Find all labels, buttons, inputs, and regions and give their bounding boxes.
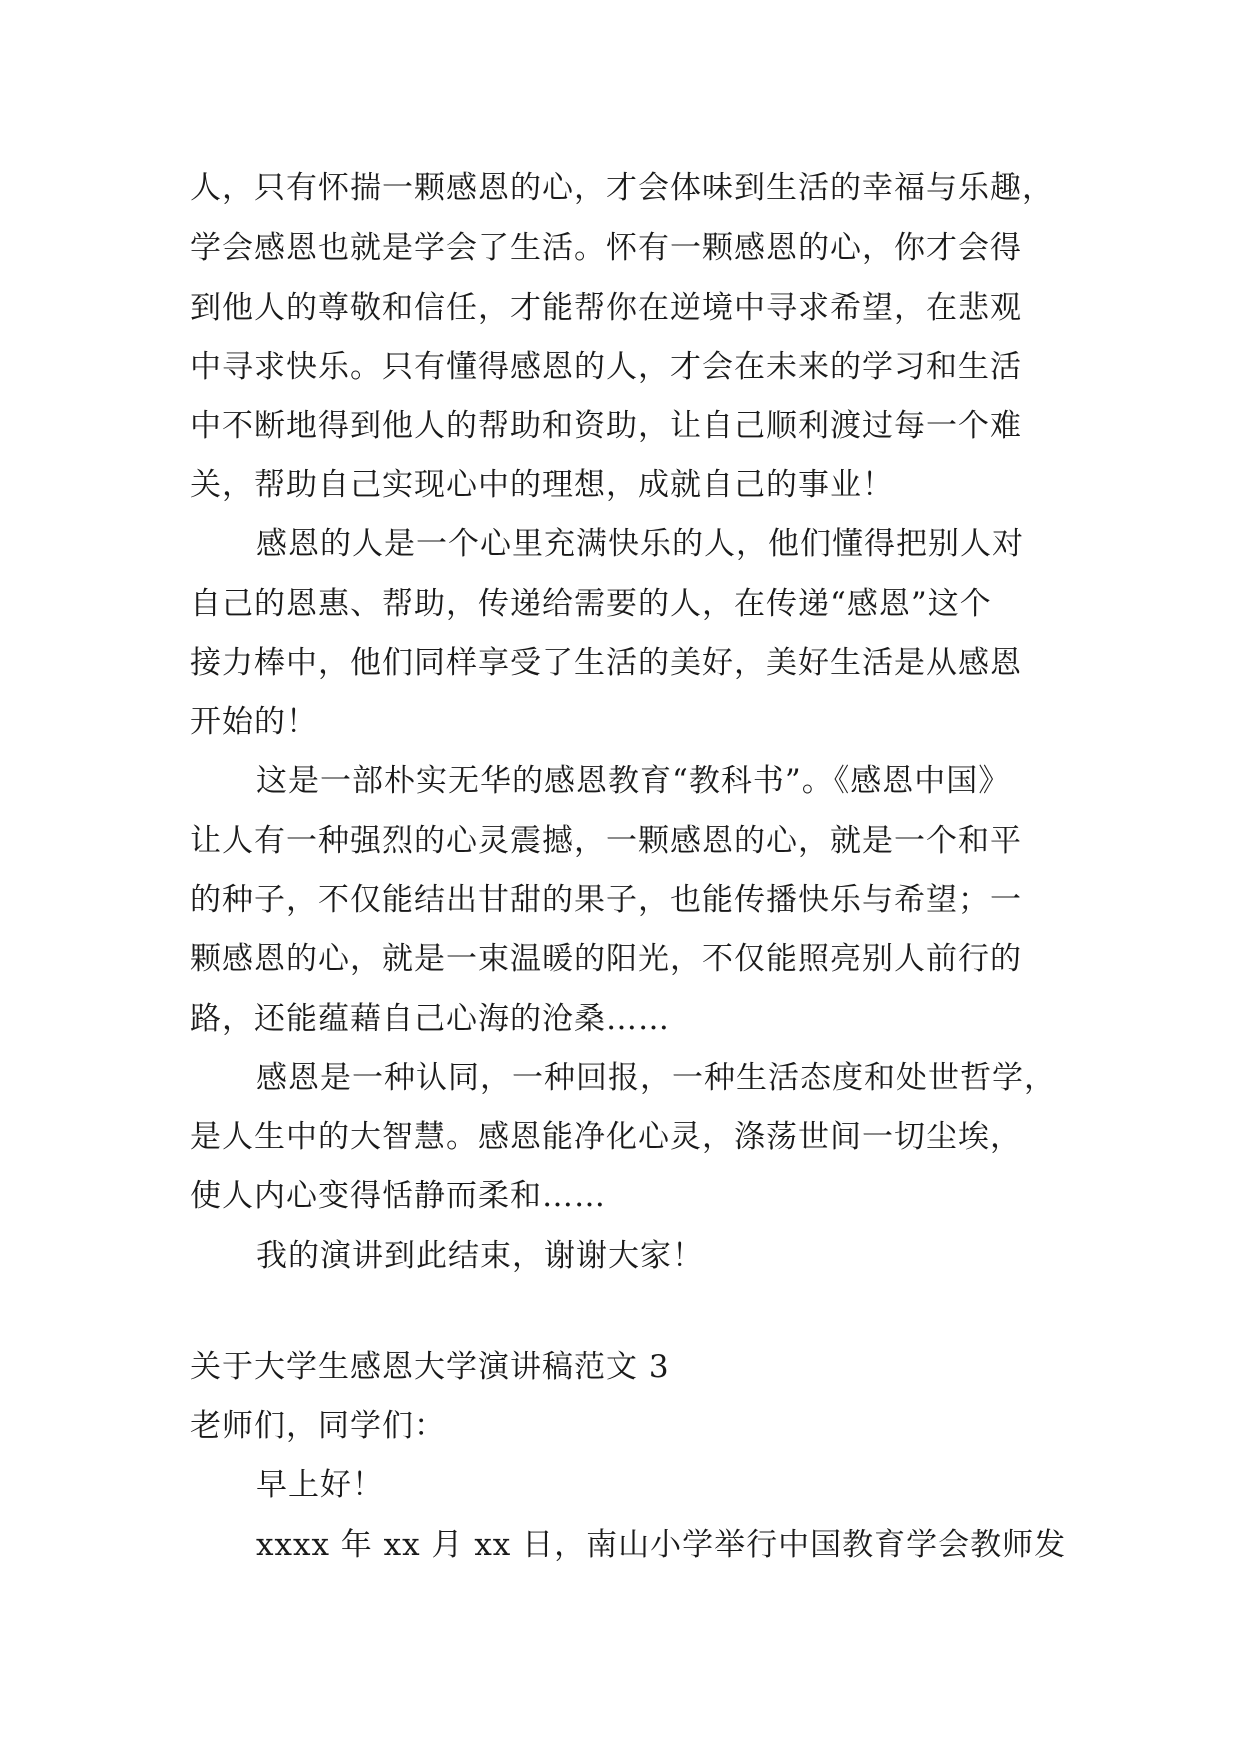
paragraph-line: 中不断地得到他人的帮助和资助，让自己顺利渡过每一个难 bbox=[190, 408, 1022, 444]
paragraph-line: 接力棒中，他们同样享受了生活的美好，美好生活是从感恩 bbox=[190, 645, 1022, 681]
paragraph-first-line: 感恩的人是一个心里充满快乐的人，他们懂得把别人对 bbox=[256, 526, 1024, 562]
paragraph-line: 是人生中的大智慧。感恩能净化心灵，涤荡世间一切尘埃， bbox=[190, 1119, 1022, 1155]
paragraph-line: 关，帮助自己实现心中的理想，成就自己的事业！ bbox=[190, 467, 894, 503]
paragraph-first-line: 这是一部朴实无华的感恩教育“教科书”。《感恩中国》 bbox=[256, 763, 1011, 799]
paragraph-line: 开始的！ bbox=[190, 704, 318, 740]
salutation: 老师们，同学们： bbox=[190, 1408, 446, 1444]
paragraph-line: 的种子，不仅能结出甘甜的果子，也能传播快乐与希望；一 bbox=[190, 882, 1022, 918]
paragraph-line: 路，还能蕴藉自己心海的沧桑…… bbox=[190, 1001, 670, 1037]
paragraph-line: 人，只有怀揣一颗感恩的心，才会体味到生活的幸福与乐趣， bbox=[190, 170, 1054, 206]
paragraph-line: 颗感恩的心，就是一束温暖的阳光，不仅能照亮别人前行的 bbox=[190, 941, 1022, 977]
section-heading: 关于大学生感恩大学演讲稿范文 3 bbox=[190, 1349, 670, 1385]
paragraph-first-line: xxxx 年 xx 月 xx 日，南山小学举行中国教育学会教师发 bbox=[256, 1527, 1067, 1563]
greeting: 早上好！ bbox=[256, 1467, 384, 1503]
paragraph-line: 学会感恩也就是学会了生活。怀有一颗感恩的心，你才会得 bbox=[190, 230, 1022, 266]
paragraph-line: 使人内心变得恬静而柔和…… bbox=[190, 1178, 606, 1214]
paragraph-line: 让人有一种强烈的心灵震撼，一颗感恩的心，就是一个和平 bbox=[190, 823, 1022, 859]
closing-line: 我的演讲到此结束，谢谢大家！ bbox=[256, 1238, 704, 1274]
paragraph-first-line: 感恩是一种认同，一种回报，一种生活态度和处世哲学， bbox=[256, 1060, 1056, 1096]
paragraph-line: 到他人的尊敬和信任，才能帮你在逆境中寻求希望，在悲观 bbox=[190, 290, 1022, 326]
paragraph-line: 自己的恩惠、帮助，传递给需要的人，在传递“感恩”这个 bbox=[190, 586, 992, 622]
paragraph-line: 中寻求快乐。只有懂得感恩的人，才会在未来的学习和生活 bbox=[190, 349, 1022, 385]
